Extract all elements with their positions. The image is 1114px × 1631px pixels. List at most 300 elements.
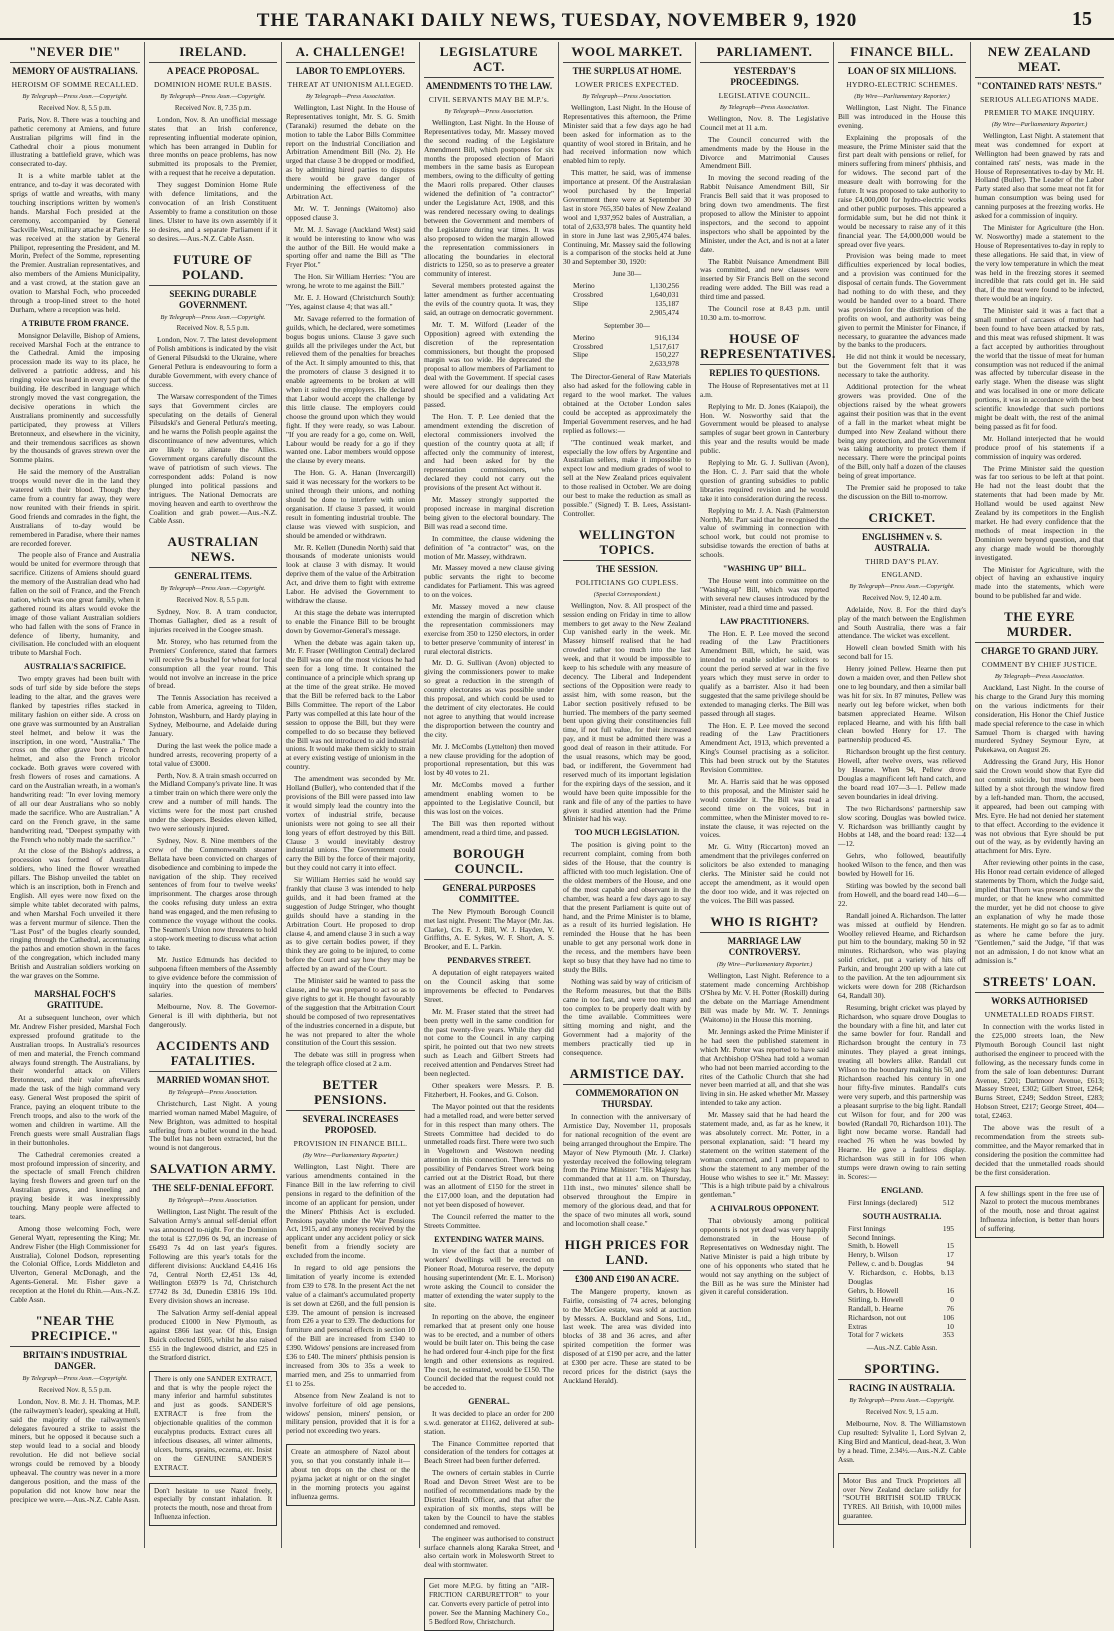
article-paragraph: Mr. Massey strongly supported the proposed increase in marginal discretion being given to the electoral boundary. The Bill was read a second time.	[424, 495, 554, 531]
article-paragraph: The Minister said it was a fact that a small number of carcases of mutton had been found to have been attacked by rats, and this meat was refused shipment. It was a fact accepted by authorities throughout the world that the tissue of meat for human consumption was not reduced if the animal was affected by tubercular disease in the early stage. When the disease was slight and was localised in one or more delicate portions, it was in accordance with the best scientific knowledge that such portions might be dealt with, the rest of the animal being passed as fit for food.	[975, 306, 1104, 431]
article-paragraph: London, Nov. 7. The latest development of Polish ambitions is indicated by the visit of General Pilsudski to the Ukraine, where General Petlura is endeavouring to form a durable Government, with every chance of success.	[149, 335, 277, 389]
article	[286, 1077, 415, 1436]
article-paragraph: At the close of the Bishop's address, a procession was formed of Australian soldiers, who lined the flower wreathed pillars. The Bishop unveiled the tablet on which is an inscription, both in French and English. All eyes were now fixed on the simple white tablet decorated with palms, and when Marshal Foch unveiled it there was a fervent murmur of silence. Then the "Last Post" of the bugles clearly sounded, ringing through the Cathedral, accentuating the pathos and emotion shown in the faces of the congregation, which included many British and Australian soldiers working on the war graves on the Somme.	[10, 846, 140, 981]
article-paragraph: The Council rose at 8.43 p.m. until 10.30 a.m. to-morrow.	[700, 304, 829, 322]
table-cell: 2,633,978	[649, 359, 679, 369]
table-cell: First Innings (declared)	[848, 1197, 918, 1207]
article-paragraph: The position is giving point to the recurrent complaint, coming from both sides of the House, that the country is afflicted with too much legislation. One of the oldest members of the House, and one of the most capable and observant in the chamber, was heard a few days ago to say that the present Parliament is quite out of hand, and the Prime Minister is to blame, as a result of its hurried legislation. He reminded the House that he has been unable to get any personal work done in the recess, and the members have been kept so busy that they have had no time to study the Bills.	[563, 840, 691, 974]
table-row	[848, 1269, 966, 1287]
article-paragraph: Among those welcoming Foch, were General Wyatt, representing the King; Mr. Andrew Fisher (the High Commissioner for Australia), Colonel Dodson, representing the Colonial Office, Lords Middleton and Ulverton, General McDonagh, and the Agents-General. Mr. Fisher gave a reception at the Hotel du Rhin.—Aus.-N.Z. Cable Assn.	[10, 1223, 140, 1305]
table-cell: 94	[946, 1259, 954, 1269]
table-cell: 15	[946, 1241, 954, 1251]
section-heading: "WASHING UP" BILL.	[722, 564, 807, 574]
article-paragraph: He said the memory of the Australian troops would never die in the land they watered with their blood. Though they came from a country far away, they were now reunited with their friends in spirit. Good friends and comrades in the fight, the Australians of to-day would be remembered in Paradise, where their names are recorded forever.	[10, 467, 140, 548]
article-headline: WELLINGTON TOPICS.	[563, 527, 691, 561]
article-paragraph: London, Nov. 8. Mr. J. H. Thomas, M.P. (the railwaymen's leader), speaking at Hull, said the majority of the railwaymen's delegates favoured a strike to assist the miners, but he opposed it because such a step would lead to a social and bloody revolution. He did not believe social wrongs could be removed by a bloody upheaval. The country was never in a more dangerous position, and the mass of the population did not know how near the precipice we were.—Aus.-N.Z. Cable Assn.	[10, 1396, 140, 1504]
article-paragraph: "The continued weak market, and especially the low offers by Argentine and Australian sellers, make it impossible to expect low and medium grades of wool to sell at the New Zealand prices equivalent to those realised in October. We are doing our best to make the reduction as small as possible." (Signed) T. B. Lees, Assistant-Controller.	[563, 437, 691, 518]
article-headline: SALVATION ARMY.	[149, 1161, 277, 1180]
article-paragraph: The Hon. E. P. Lee moved the second reading of the Law Practitioners Amendment Bill, which, he said, was intended to enable soldier solicitors to count the period served at war in the five years which they must serve in order to qualify as a barrister. Also it had been suggested that the same privilege should be extended to managing clerks. The Bill was passed through all stages.	[700, 628, 829, 718]
article-paragraph: The House of Representatives met at 11 a.m.	[700, 380, 829, 399]
article-paragraph: The debate was still in progress when the telegraph office closed at 2 a.m.	[286, 1050, 415, 1069]
article-headline: IRELAND.	[149, 44, 277, 63]
article-headline: NEW ZEALAND MEAT.	[975, 44, 1104, 78]
article-dateline: Received Nov. 8, 5.5 p.m.	[176, 324, 250, 333]
article-paragraph: The people also of France and Australia would be united for evermore through that sacrifice. Citizens of Amiens should guard the memory of the Australian dead who had fallen on the soil of France, and the French nation, which was one great family, when it gathered round its altars would evoke the image of those valiant Australian soldiers who had fallen with the sons of France in defence of liberty, humanity, and civilisation. He concluded with an eloquent tribute to Marshal Foch.	[10, 550, 140, 658]
article-paragraph: Wellington, Last Night. A statement that meat was condemned for export at Wellington had been gnawed by rats and contained rats' nests, was made in the House of Representatives to-day by Mr. H. Holland (Buller). The Leader of the Labor Party stated also that some meat not fit for human consumption was being used for canning purposes at the freezing works. He asked for a commission of inquiry.	[975, 130, 1104, 221]
article-paragraph: The Tennis Association has received a cable from America, agreeing to Tilden, Johnston, Washburn, and Hardy playing in Sydney, Melbourne, and Adelaide during January.	[149, 693, 277, 738]
article-headline: STREETS' LOAN.	[975, 974, 1104, 993]
article-paragraph: Wellington, Last Night. There are various amendments contained in the Finance Bill in the law referring to civil pensions in regard to the definition of the income of an applicant for pension, under the Miners' Phthisis Act is excluded. Pensions payable under the War Pensions Act, 1915, and any moneys received by the applicant under any accident policy or sick benefit from a friendly society are excluded from the income.	[286, 1162, 415, 1261]
article-paragraph: The Mayor pointed out that the residents had a metalled road, and were better served for in this respect than many others. The Streets Committee had decided to do unmetalled roads first. There were two such in Vogeltown and Westown needing attention in this connection. There was no possibility of Pendarves Street work being carried out at the District Road, but there was an allotment of £150 for the street in the £17,000 loan, and the deputation had not yet been disposed of however.	[424, 1101, 554, 1209]
table-cell: Randall, b. Hearne	[848, 1303, 904, 1313]
advertisement: Don't hesitate to use Nazol freely, especially by constant inhalation. It protects the mouth, nose and throat from Influenza infection.	[149, 1483, 277, 1527]
table-cell: Crossbred	[573, 290, 603, 300]
article-dateline: Received Nov. 8, 5.5 p.m.	[38, 1385, 112, 1394]
article	[149, 252, 277, 527]
article-paragraph: Mr. T. M. Wilford (Leader of the Opposition) agreed with extending the discretion of the representation commissioners, but thought the proposed margin was too wide. He deprecated the proposal to allow members of Parliament to deal with the Government. If special cases were allowed for our dealings then they should be specified and a validating Act passed.	[424, 319, 554, 409]
article-headline: WOOL MARKET.	[563, 44, 691, 63]
article-paragraph: Provision was being made to meet difficulties experienced by local bodies, and a provision was continued for the disposal of certain funds. The Government had nothing to do with these, and they would be handed over to a board. There was provision for the distribution of the profits on wool, and authority was being given to permit the Minister for Finance, if necessary, to guarantee the advances made by the banks to the producers.	[838, 251, 966, 350]
article-paragraph: Wellington, Nov. 8. The Legislative Council met at 11 a.m.	[700, 113, 829, 132]
article-subheading: SERIOUS ALLEGATIONS MADE.	[980, 95, 1099, 104]
article-subheading: HEROISM OF SOMME RECALLED.	[11, 80, 139, 89]
article-subheading: LABOR TO EMPLOYERS.	[296, 66, 405, 76]
article-subheading: £300 AND £190 AN ACRE.	[575, 1273, 679, 1284]
advertisement: A few shillings spent in the free use of Nazol to protect the mucous membranes of the mouth, nose and throat against Influenza infection, is better than hours of suffering.	[975, 1186, 1104, 1239]
article-paragraph: It was decided to place an order for 200 s.w.d. generator at £1162, delivered at sub-station.	[424, 1408, 554, 1436]
article-headline: PARLIAMENT.	[700, 44, 829, 63]
article-paragraph: In connection with the works listed in the £25,000 streets loan, the New Plymouth Borough Council last night authorised the engineer to proceed with the following, as the necessary funds come in from the sale of loan debentures: Durrant Avenue, £201; Dartmoor Avenue, £613; Massey Street, £302; Gilbert Street, £264; Burns Street, £249; Seddon Street, £283; Hobson Street, £217; George Street, 404—total, £2463.	[975, 1022, 1104, 1121]
advertisement: Create an atmosphere of Nazol about you, so that you constantly inhale it—about ten drops on the chest or the pyjama jacket at night or on the singlet in the morning protects you against influenza germs.	[286, 1444, 415, 1505]
article-headline: LEGISLATURE ACT.	[424, 44, 554, 78]
article-subheading: WORKS AUTHORISED	[991, 996, 1088, 1007]
table-label: June 30—	[612, 270, 642, 279]
article-paragraph: The two Richardsons' partnership saw slow scoring. Douglas was bowled twice. V. Richardson was brilliantly caught by Hobbs at 148, and the board read: 132—4—12.	[838, 803, 966, 849]
article-paragraph: Mr. D. G. Sullivan (Avon) objected to giving the commissioners power to make so great a reduction in the strength of country electorates as was possible under this proposal, and which could be used to the detriment of city electorates. He could not agree to anything that would increase the disproportion between the country and the city.	[424, 658, 554, 739]
table-row	[848, 1331, 966, 1340]
article-paragraph: Randall joined A. Richardson. The latter was missed at outfield by Hendren. Woolley relieved Hearne, and Richardson put him to the boundary, making 50 in 92 minutes. Richardson, who was playing solid cricket, put a variety of hits off Parkin, and brought 200 up with a late cut to the pavilion. At the ten adjournment six wickets were down for 208 (Richardson 64, Randall 30).	[838, 910, 966, 1000]
article-paragraph: Replying to Mr. J. A. Nash (Palmerston North), Mr. Parr said that he recognised the value of swimming in connection with school work, but could not promise to subsidise towards the erection of baths at schools.	[700, 505, 829, 560]
article-paragraph: The Director-General of Raw Materials also had asked for the following cable in regard to the wool market. The values obtained at the October London sales could be accepted as approximately the Imperial Government reserves, and he had replied as follows:—	[563, 372, 691, 435]
article	[563, 1066, 691, 1229]
batting-scorecard	[848, 1225, 966, 1341]
section-heading: TOO MUCH LEGISLATION.	[574, 828, 680, 838]
article-subheading: YESTERDAY'S PROCEEDINGS.	[730, 66, 799, 87]
table-cell: Pellew, c. and b. Douglas	[848, 1259, 923, 1269]
table-cell: 195	[942, 1223, 954, 1233]
article-paragraph: Mr. J. McCombs (Lyttelton) then moved a new clause providing for the adoption of proportional representation, but this was lost by 40 votes to 21.	[424, 741, 554, 778]
article-credit: By Telegraph—Press Association.	[582, 93, 672, 100]
article	[424, 44, 554, 838]
article-paragraph: He did not think it would be necessary, but the Government felt that it was necessary to take the authority.	[838, 352, 966, 380]
article-paragraph: The Prime Minister said the question was far too serious to be left at that point. He had not the least doubt that the statements that had been made by Mr. Holland would be used against New Zealand by its competitors in the English market. He had every confidence that the methods of meat inspection in the Dominion were beyond question, and that any charge made would be thoroughly investigated.	[975, 463, 1104, 562]
article	[700, 330, 836, 906]
article-headline: ACCIDENTS AND FATALITIES.	[149, 1038, 277, 1072]
table-label: Second Innings.	[848, 1232, 896, 1242]
article-subheading: SEEKING DURABLE GOVERNMENT.	[169, 288, 257, 310]
article-subheading: MARSHAL FOCH'S GRATITUDE.	[34, 989, 116, 1010]
article	[975, 44, 1104, 601]
column-8	[971, 42, 1108, 1548]
article-subheading: CHARGE TO GRAND JURY.	[980, 646, 1099, 657]
article-subheading: ENGLAND.	[881, 569, 923, 579]
article-subheading: LOAN OF SIX MILLIONS.	[847, 66, 957, 76]
section-heading: SOUTH AUSTRALIA.	[862, 1211, 942, 1221]
article-paragraph: Mr. M. Fraser stated that the street had been pretty well in the same condition for the past twenty-five years. While they did not come to the Council in any carping spirit, he pointed out that two new streets such as Leach and Gilbert Streets had received attention and Pendarves Street had been neglected.	[424, 1006, 554, 1079]
article-dateline: Received Nov. 9, 1.5 a.m.	[865, 1408, 939, 1417]
table-cell: V. Richardson, c. Hobbs, b. Douglas	[848, 1268, 947, 1287]
article-paragraph: Nothing was said by way of criticism of the Reform measures, but that the Bills came in too fast, and were too many and too complex to be properly dealt with by the time available. Committees were sitting morning and night, and the Government had a majority of the members practically tied up in consequence.	[563, 976, 691, 1058]
article-subheading: THE SESSION.	[596, 563, 658, 574]
table-row	[573, 360, 691, 369]
article-headline: WHO IS RIGHT?	[700, 914, 829, 933]
section-heading: EXTENDING WATER MAINS.	[434, 1234, 544, 1244]
article-paragraph: The Council concurred with the amendments made by the House in the Divorce and Matrimonial Causes Amendment Bill.	[700, 134, 829, 171]
article-paragraph: Mr. M. J. Savage (Auckland West) said it would be interesting to know who was the author of the Bill. He would make a sporting offer and name the Bill as "The Fryer Plot."	[286, 224, 415, 270]
article-subheading: DOMINION HOME RULE BASIS.	[153, 80, 273, 89]
table-cell: Extras	[848, 1321, 867, 1331]
article-credit: (By Wire—Parliamentary Reporter.)	[716, 960, 813, 968]
article	[10, 1313, 140, 1505]
article-dateline: Received Nov. 9, 12.40 a.m.	[862, 593, 942, 602]
table-cell: Merino	[573, 281, 595, 291]
article-paragraph: The engineer was authorised to construct surface channels along Karaka Street, and also certain work in Molesworth Street to deal with stormwater.	[424, 1533, 554, 1570]
article-paragraph: Other speakers were Messrs. P. B. Fitzherbert, H. Fookes, and G. Colson.	[424, 1081, 554, 1099]
article-credit: (By Wire—Parliamentary Reporter.)	[854, 93, 950, 100]
article-paragraph: Mr. Storey, who has returned from the Premiers' Conference, stated that farmers will receive 9s a bushel for wheat for local consumption all the year round. This would not involve an increase in the price of bread.	[149, 636, 277, 691]
article-subheading: THREAT AT UNIONISM ALLEGED.	[287, 80, 414, 89]
article-paragraph: The Minister for Agriculture (the Hon. W. Nosworthy) made a statement to the House of Representatives to-day in reply to these allegations. He said that, in view of the very low temperature in which the meat was held in the freezing stores it seemed incredible that rats could get in. He said that, if the meat were found to be infected, there would be an inquiry.	[975, 222, 1104, 304]
article-paragraph: Mr. E. J. Howard (Christchurch South): "Yes, against clause 4; that was all."	[286, 293, 415, 311]
article	[700, 44, 829, 323]
article-paragraph: Mr. Massey said that he had heard the statement made, and, as far as he knew, it was absolutely correct. Mr. Potter, in a personal explanation, said: "I heard my statement on the written statement of the woman concerned, and I am prepared to show the statement to any member of the House who wishes to see it." Mr. Massey: "This is a high tribute paid by a chivalrous gentleman."	[700, 1110, 829, 1200]
wool-stock-table	[573, 334, 691, 370]
article-paragraph: Mr. A. Harris said that he was opposed to this proposal, and the Minister said he would consider it. The Bill was read a second time on the voices, but in committee, when the Minister moved to re-instate the clause, it was rejected on the voices.	[700, 777, 829, 840]
article-paragraph: The Mangere property, known as Fairlie, consisting of 74 acres, belonging to the McGee estate, was sold at auction by Messrs. A. Buckland and Sons, Ltd., last week. The area was divided into blocks of 38 and 36 acres, and after spirited competition the former was disposed of at £190 per acre, and the latter at £300 per acre. These are stated to be record prices for the district (says the Auckland Herald).	[563, 1286, 691, 1385]
article-paragraph: A deputation of eight ratepayers waited on the Council asking that some improvements be effected to Pendarves Street.	[424, 968, 554, 1004]
article-paragraph: In reporting on the above, the engineer remarked that at present only one house was to be erected, and a number of others would be built later on. This being the case he had ordered four 4-inch pipe for the first length and other extensions as required. The cost, he estimated, would be £150. The Council decided that the request could not be acceded to.	[424, 1311, 554, 1392]
article-headline: THE EYRE MURDER.	[975, 609, 1104, 643]
article	[563, 527, 691, 1058]
article-paragraph: After reviewing other points in the case, His Honor read certain evidence of alleged statements by Thorn, which the Judge said, implied that Thorn was present and saw the murder, or that he knew who committed the murder, yet he did not choose to give an explanation of why he made those statements. He might go so far as to admit as where he came before the jury. "Gentlemen," said the Judge, "if that was not an admission, I do not know what an admission is."	[975, 858, 1104, 966]
article-credit: By Telegraph—Press Association.	[305, 93, 396, 100]
article-paragraph: Additional protection for the wheat growers was provided. One of the objections raised by the wheat growers against their position was that in the event of a fall in the market wheat might be dumped into New Zealand without there being any protection, and the Government was taking authority to protect them if necessary. There were the principal points of the Bill, only half a dozen of the clauses being of great importance.	[838, 382, 966, 481]
article-paragraph: Howell clean bowled Smith with his second ball for 15.	[838, 643, 966, 662]
article-paragraph: The Cathedral ceremonies created a most profound impression of sincerity, and the spectacle of small French children laying fresh flowers and green turf on the Australian graves, and kneeling and praying beside it was inexpressibly touching. Many people were affected to tears.	[10, 1149, 140, 1221]
table-cell: 106	[942, 1312, 954, 1322]
table-cell: Crossbred	[573, 341, 603, 351]
article-paragraph: In committee, the clause widening the definition of "a contractor" was, on the motion of Mr. Massey, withdrawn.	[424, 533, 554, 561]
article-paragraph: London, Nov. 8. An unofficial message states that an Irish conference, representing influential moderate opinion, which has been arranged in Dublin for three months on peace problems, has now submitted its proposals to the Premier, with a request that he receive a deputation.	[149, 114, 277, 178]
article-credit: —Aus.-N.Z. Cable Assn.	[866, 1344, 938, 1353]
article-headline: HOUSE OF REPRESENTATIVES.	[700, 331, 829, 365]
column-5	[559, 42, 696, 1548]
article-paragraph: The Finance Committee reported that consideration of the tenders for cottages at Beach Street had been further deferred.	[424, 1438, 554, 1466]
article-paragraph: Several members protested against the latter amendment as further accentuating the evils of the country quota. It was, they said, an outrage on democratic government.	[424, 281, 554, 317]
article-paragraph: Adelaide, Nov. 8. For the third day's play of the match between the Englishmen and South Australia, there was a fair attendance. The wicket was excellent.	[838, 604, 966, 641]
article-paragraph: Absence from New Zealand is not to involve forfeiture of old age pensions, widows' pension, miners' pension, or military pension, provided that it is for a period not exceeding two years.	[286, 1390, 415, 1436]
article	[700, 914, 829, 1298]
advertisement: Motor Bus and Truck Proprietors all over New Zealand declare solidly for "SOUTH BRITISH SOLID TRUCK TYRES. All British, with 10,000 miles guarantee.	[838, 1473, 966, 1526]
article-subheading: "CONTAINED RATS' NESTS."	[976, 81, 1103, 91]
article-credit: By Telegraph—Press Association.	[994, 673, 1085, 681]
article-paragraph: The Hon. E. P. Lee moved the second reading of the Law Practitioners Amendment Act, 1913, which prevented a King's Counsel practising as a solicitor. This had been struck out by the Statutes Revision Committee.	[700, 720, 829, 775]
article-headline: BETTER PENSIONS.	[286, 1077, 415, 1111]
article-subheading: RACING IN AUSTRALIA.	[849, 1383, 955, 1394]
article-paragraph: The Premier said he proposed to take the discussion on the Bill to-morrow.	[838, 483, 966, 501]
article-paragraph: Mr. Massey moved a new clause extending the margin of discretion which the representation commissioners may exercise from 350 to 1250 electors, in order to better preserve 'community of interest' in rural electoral districts.	[424, 602, 554, 656]
article-subheading: POLITICIANS GO CUPLESS.	[575, 577, 679, 587]
table-cell: First Innings	[848, 1223, 886, 1233]
section-heading: A TRIBUTE FROM FRANCE.	[21, 318, 129, 328]
article-headline: FINANCE BILL.	[838, 44, 966, 63]
article-subheading: AMENDMENTS TO THE LAW.	[425, 81, 553, 91]
table-cell: Richardson, not out	[848, 1312, 907, 1322]
article-paragraph: Wellington, Nov. 8. All prospect of the session ending on Friday in time to allow members to get away to the New Zealand Cup vanished early in the week. Mr. Massey himself realised that he had crowded rather too much into the last week, and that it would be impossible to keep to his schedule with any measure of decency. The Liberal and Independent sections of the Opposition were ready to assist him, with some reason, but the Labor section positively refused to be hurried. The members of the party seemed bent upon giving their constituencies full time, if not full value, for their increased pay, and it must be admitted there was a good deal of reason in their attitude. For the usual reasons, which may be good, bad, or indifferent, the Government had reserved much of its important legislation for the expiring days of the session, and it would have been quite impossible for the rank and file of any of the parties to have given it studied attention had the Prime Minister had his way.	[563, 600, 691, 824]
article-paragraph: Monsignor Delaville, Bishop of Amiens, received Marshal Foch at the entrance to the Cathedral. Amid the imposing procession made its way to its place, he delivered a patriotic address, and his ringing voice was heard in every part of the building. He described in language which strongly moved the vast congregation, the decisive operations in which the Australians prominently and successfully participated, they prowess at Villers Bretonneux, and elsewhere in the vicinity, and their tremendous sacrifices as shown by the thousands of graves strewn over the Somme plains.	[10, 330, 140, 465]
article-paragraph: Wellington, Last Night. Reference to a statement made concerning Archbishop O'Shea by Mr. V. H. Potter (Roskill) during the debate on the Marriage Amendment Bill was made by Mr. W. T. Jennings (Waitomo) in the House this morning.	[700, 970, 829, 1025]
section-heading: AUSTRALIA'S SACRIFICE.	[24, 662, 126, 672]
article-paragraph: The owners of certain stables in Currie Road and Devon Street West are to be notified of recommendations made by the District Health Officer, and that after the expiration of six months, steps will be taken by the Council to have the stables condemned and removed.	[424, 1468, 554, 1531]
article-paragraph: Gehrs, who followed, beautifully hooked Wilson to the fence, and then was bowled by Howell for 16.	[838, 851, 966, 879]
article-paragraph: At this stage the debate was interrupted to enable the Finance Bill to be brought down by Governor-General's message.	[286, 607, 415, 635]
article-paragraph: Perth, Nov. 8. A train smash occurred on the Midland Company's private line. It was a timber train on which there were only the crew and a number of mill hands. The victims were for the most part crushed under the sleepers. Besides eleven killed, two were seriously injured.	[149, 770, 277, 833]
article-paragraph: Mr. Justice Edmunds has decided to subpoena fifteen members of the Assembly to give evidence before the commission of inquiry into the question of members' salaries.	[149, 954, 277, 1000]
table-cell: Merino	[573, 332, 595, 342]
article-subheading: LEGISLATIVE COUNCIL.	[718, 91, 811, 100]
article-paragraph: Mr. G. Witty (Riccarton) moved an amendment that the privileges conferred on solicitors be also extended to managing clerks. The Minister said he could not accept the amendment, as it would open the door too wide, and it was rejected on the voices. The Bill was passed.	[700, 842, 829, 905]
table-row	[848, 1199, 966, 1208]
article-paragraph: Mr. Holland interjected that he would produce proof of his statements if a commission of inquiry was ordered.	[975, 433, 1104, 461]
section-heading: A CHIVALROUS OPPONENT.	[710, 1204, 819, 1214]
article-paragraph: The Rabbit Nuisance Amendment Bill was committed, and new clauses were inserted by Sir Francis Bell on the second reading were added. The Bill was read a third time and passed.	[700, 256, 829, 302]
article-paragraph: During the last week the police made a hundred arrests, recovering property of a total value of £3000.	[149, 740, 277, 768]
article-paragraph: Sydney, Nov. 8. Nine members of the crew of the Commonwealth steamer Bellata have been convicted on charges of disobedience and combining to impede the navigation of the ship. They received sentences of from four to twelve weeks' imprisonment. The charges arose through the cooks refusing duty unless an extra hand was engaged, and the men refusing to commence the voyage without the cooks. The Seamen's Union now threatens to hold a stop-work meeting to discuss what action to take.	[149, 835, 277, 952]
column-6	[696, 42, 834, 1548]
article-subheading: SEVERAL INCREASES PROPOSED.	[302, 1114, 399, 1136]
article-paragraph: This matter, he said, was of immense importance at present. Of the Australasian wool purchased by the Imperial Government there were at September 30 last in store 765,350 bales of New Zealand wool and 1,937,952 bales of Australian, a total of 2,633,978 bales. The quantity held in store in June last was 2,905,474 bales. Continuing, Mr. Massey said the following is a comparison of the stocks held at June 30 and September 30, 1920:	[563, 168, 691, 267]
table-cell: Gehrs, b. Howell	[848, 1285, 899, 1295]
newspaper-title: THE TARANAKI DAILY NEWS, TUESDAY, NOVEMBER 9, 1920	[256, 10, 858, 31]
article-paragraph: When the debate was again taken up, Mr. F. Fraser (Wellington Central) declared the Bill was one of the most vicious he had seen for a long time. It contained the continuance of a principle which sprang up at the time of the great strike. He moved that the Bill be referred back to the Labor Bills Committee. The report of the Labor Party was compelled at this late hour of the session to oppose the Bill, but they were compelled to do so because they believed the Bill was not introduced to aid industrial unions. It would make them sickly to strain at every existing vestige of unionism in the country.	[286, 637, 415, 772]
article-credit: By Telegraph—Press Assn.—Copyright.	[849, 582, 955, 590]
article-paragraph: The Hon. T. P. Lee denied that the amendment extending the discretion of electoral commissioners involved the question of the country quota at all; if affected only the community of interest, and had been asked for by the representation commissioners, who declared they could not carry out the provisions of the present Act without it.	[424, 411, 554, 493]
table-cell: Smith, b. Howell	[848, 1241, 899, 1251]
article-subheading: THE SURPLUS AT HOME.	[572, 66, 682, 76]
article-dateline: Received Nov. 8, 5.5 p.m.	[38, 103, 112, 112]
article-credit: By Telegraph—Press Assn.—Copyright.	[160, 313, 266, 321]
article-subheading: GENERAL PURPOSES COMMITTEE.	[442, 882, 536, 904]
article-paragraph: Mr. R. Kellett (Dunedin North) said that thousands of moderate unionists would look at clause 3 with dismay. It would deprive them of the value of the Arbitration Act, and drive them to fight with extreme Labor. He advised the Government to withdraw the clause.	[286, 542, 415, 605]
article	[838, 510, 966, 1353]
article-dateline: Received Nov. 8, 5.5 p.m.	[176, 596, 250, 605]
article-paragraph: They suggest Dominion Home Rule with defence limitations, and the convocation of an Irish Constituent Assembly to frame a constitution on those lines. Ulster to have its own assembly if it so desires, and a separate Parliament if it so desires.—Aus.-N.Z. Cable Assn.	[149, 180, 277, 243]
table-cell: Total for 7 wickets	[848, 1330, 904, 1340]
table-cell: Stirling, b. Howell	[848, 1294, 904, 1304]
article-paragraph: The New Plymouth Borough Council met last night. Present: The Mayor (Mr. Jas. Clarke), Crs. F. J. Bill, W. J. Hayden, V. Griffiths, A. E. Sykes, W. F. Short, A. S. Brooker, and E. L. Parkin.	[424, 906, 555, 952]
article-paragraph: The amendment was seconded by Mr. Holland (Buller), who contended that if the provisions of the Bill were passed into law it would simply lead the country into the vortex of industrial strife, because unionists were not going to see all their long years of effort destroyed by this Bill. Clause 3 would inevitably destroy industrial unions. The Government could carry the Bill by the force of their majority, but they could not carry it into effect.	[286, 774, 415, 873]
article-paragraph: The Council referred the matter to the Streets Committee.	[424, 1211, 554, 1230]
article	[10, 44, 140, 981]
article	[838, 1361, 966, 1464]
article-paragraph: In regard to old age pensions the limitation of yearly income is extended from £39 to £78. In the present Act the net value of a claimant's accumulated property is set down at £260, and the full pension is £39. The amount of pension is increased from £26 a year to £39. The deductions for furniture and personal effects in section 10 of the Bill are increased from £340 to £390. Widows' pensions are increased from £36 to £40. The miners' phthisis pension is increased from 30s to 35s a week to married men, and 25s to unmarried from £1 to 25s.	[286, 1263, 415, 1388]
table-cell: 16	[946, 1285, 954, 1295]
table-cell: 1,517,617	[649, 341, 679, 351]
article-paragraph: Paris, Nov. 8. There was a touching and pathetic ceremony at Amiens, and future Australian pilgrims will find in the Cathedral choir a pious monument illustrating a battlefield grave, which was consecrated to-day.	[10, 114, 140, 169]
article-paragraph: In view of the fact that a number of workers' dwellings will be erected on Pioneer Road, Moturoa reserve, the deputy housing superintendent (Mr. E. L. Morison) wrote asking the Council to consider the matter of extending the water supply to the site.	[424, 1246, 554, 1309]
article	[424, 846, 554, 1571]
table-cell: Slipe	[573, 350, 589, 360]
article-credit: By Telegraph—Press Assn.—Copyright.	[849, 1397, 955, 1405]
article-headline: AUSTRALIAN NEWS.	[149, 534, 277, 568]
column-3	[282, 42, 420, 1548]
column-1	[6, 42, 145, 1548]
article	[149, 1161, 277, 1362]
article	[975, 974, 1104, 1177]
column-4	[420, 42, 559, 1626]
column-7	[834, 42, 971, 1548]
article-paragraph: Melbourne, Nov. 8. The Governor-General is ill with diphtheria, but not dangerously.	[149, 1002, 277, 1030]
article-credit: By Telegraph—Press Association.	[168, 1088, 258, 1096]
article	[838, 44, 966, 502]
article-headline: "NEVER DIE"	[10, 44, 140, 63]
masthead	[0, 0, 1114, 40]
article-paragraph: Mr. Massey moved a new clause giving public servants the right to become candidates for Parliament. This was agreed to on the voices.	[424, 563, 554, 600]
table-cell: 2,905,474	[649, 307, 679, 317]
article-paragraph: Wellington, Last Night. In the House of Representatives today, Mr. Massey moved the second reading of the Legislature Amendment Bill, which postpones for six months the proposed election of Maori members in the same basis as European members, owing to the difficulty of getting the Maori rolls prepared. Other clauses widened the definition of "a contractor" under the Legislature Act, 1908, and this was rendered necessary owing to dealings between the Government and members of the Legislature during war times. It was also proposed to widen the margin allowed the representation commissioners in allocating the boundaries in electoral districts to 1250, so as to preserve a greater community of interest.	[424, 117, 554, 279]
article-subheading: HYDRO-ELECTRIC SCHEMES.	[846, 80, 958, 89]
article-subheading: COMMENT BY CHIEF JUSTICE.	[981, 660, 1098, 670]
article-paragraph: The Warsaw correspondent of the Times says that Government circles are speculating on the details of General Pilsudski's and General Petlura's meeting, and he warns the Polish people against the discontinuance of new adventures, which are likely to alienate the Allies. Government organs carefully discount the wave of patriotism of such views. The correspondent adds: Poland is now plunged into political passions and intrigues. The National Democrats are moving heaven and earth to overthrow the Coalition and grab power.—Aus.-N.Z. Cable Assn.	[149, 391, 277, 526]
article-paragraph: The Hon. G. A. Hanan (Invercargill) said it was necessary for the workers to be united through their unions, and nothing should be done to interfere with union organisation. If clause 3 passed, it would result in fomenting industrial trouble. The clause was viewed with suspicion, and should be amended or withdrawn.	[286, 468, 415, 540]
article-headline: "NEAR THE PRECIPICE."	[10, 1313, 140, 1347]
article-subheading: MARRIED WOMAN SHOT.	[156, 1074, 270, 1085]
article	[563, 1237, 691, 1386]
article-subheading: BRITAIN'S INDUSTRIAL DANGER.	[22, 1350, 128, 1371]
article-paragraph: The above was the result of a recommendation from the streets sub-committee, and the Mayor remarked that in considering the position the committee had decided that the unmetalled roads should be the first consideration.	[975, 1123, 1104, 1177]
article-paragraph: Mr. McCombs moved a further amendment enabling women to be appointed to the Legislative Council, but this was lost on the voices.	[424, 780, 554, 816]
article-paragraph: The House went into committee on the "Washing-up" Bill, which was reported with several new clauses introduced by the Minister, read a third time and passed.	[700, 575, 829, 612]
section-heading: PENDARVES STREET.	[447, 956, 531, 966]
article-credit: By Telegraph—Press Assn.—Copyright.	[160, 93, 266, 100]
article-subheading: MARRIAGE LAW CONTROVERSY.	[727, 935, 802, 957]
article	[563, 44, 691, 519]
article-credit: (By Wire—Parliamentary Reporter.)	[991, 121, 1088, 128]
article-paragraph: Wellington, Last Night. In the House of Representatives this afternoon, the Prime Minister said that a few days ago he had been asked for information as to the quantity of wool stored in Britain, and he had received information now which enabled him to reply.	[563, 102, 691, 166]
table-cell: 10	[946, 1321, 954, 1331]
score-row	[848, 1199, 966, 1208]
table-cell: Slipe	[573, 298, 589, 308]
column-2	[145, 42, 282, 1548]
article-headline: HIGH PRICES FOR LAND.	[563, 1237, 691, 1271]
article-paragraph: Wellington, Last Night. In the House of Representatives tonight, Mr. S. G. Smith (Taranaki) resumed the debate on the motion to table the Labor Bills Committee report on the Industrial Conciliation and Arbitration Amendment Bill (No. 2). He urged that clause 3 be dropped or modified, as by admitting hired parties to disputes there would be grave danger of undermining the effectiveness of the Arbitration Act.	[286, 102, 415, 201]
table-cell: 1,130,256	[649, 281, 679, 291]
article-paragraph: Mr. W. T. Jennings (Waitomo) also opposed clause 3.	[286, 203, 415, 222]
article-credit: By Telegraph—Press Assn.—Copyright.	[22, 93, 128, 100]
article-paragraph: The Salvation Army self-denial appeal produced £1000 in New Plymouth, as against £866 last year. Of this, Ensign Buick collected £605, whilst he also raised £55 in the Inglewood district, and £25 in the Stratford district.	[149, 1308, 277, 1362]
wool-stock-table	[573, 282, 691, 318]
article-paragraph: Richardson brought up the first century. Howell, after twelve overs, was relieved by Hearne. When 94, Pellew drove Douglas a magnificent left hand catch, and the board read 107—3—1. Pellew made seven boundaries in ideal driving.	[838, 747, 966, 801]
article-subheading: PREMIER TO MAKE INQUIRY.	[984, 108, 1095, 117]
article-subheading: PROVISION IN FINANCE BILL.	[293, 1139, 408, 1149]
article-subheading: THIRD DAY'S PLAY.	[865, 556, 939, 566]
article-credit: By Telegraph—Press Assn.—Copyright.	[160, 585, 266, 593]
table-cell: 135,187	[654, 298, 679, 308]
article-credit: (By Wire—Parliamentary Reporter.)	[302, 1152, 399, 1160]
article	[10, 989, 140, 1305]
article-paragraph: It is a white marble tablet at the entrance, and to-day it was decorated with sprigs of wattle and wreaths, with many touching inscriptions written by women's hands. Marshal Foch presided at the ceremony, accompanied by General Sackville West, military attache at Paris. He was received at the station by General Philipot, representing the President, and M. Morin, Prefect of the Somme, representing the Premier. Australian representatives, and also members of the Amiens Municipality, and a vast crowd, at the station gave an ovation to Marshal Foch, who proceeded through a troop-lined street to the hotel Durham, where a reception was held.	[10, 171, 140, 314]
table-label: September 30—	[604, 321, 650, 330]
table-row	[573, 309, 691, 318]
article-paragraph: Sydney, Nov. 8. A tram conductor, Thomas Gallagher, died as a result of injuries received in the Coogee smash.	[149, 607, 277, 634]
article-paragraph: Mr. Jennings asked the Prime Minister if he had seen the published statement in which Mr. Potter was reported to have said that Archbishop O'Shea had told a woman who had not been married according to the rites of the Catholic Church that she had never been married at all, and that she was living in sin. He asked whether Mr. Massey intended to take any action.	[700, 1027, 829, 1108]
article-headline: CRICKET.	[838, 510, 966, 529]
article-subheading: ENGLISHMEN v. S. AUSTRALIA.	[861, 531, 943, 553]
article-paragraph: The Hon. Sir William Herries: "You are wrong, he wrote to me against the Bill."	[286, 272, 415, 291]
article-paragraph: Addressing the Grand Jury, His Honor said the Crown would show that Eyre did not commit suicide, but must have been killed by a shot through the window fired by a left-handed man. Thorn, the accused, it appeared, had been out camping with Mrs. Eyre. He had not denied her statement to that effect. According to the evidence it was not obvious that Eyre should be put out of the way, as by evidently having an attachment for Mrs. Eyre.	[975, 757, 1104, 856]
table-cell: 150,227	[654, 350, 679, 360]
article-paragraph: Sir William Herries said he would say frankly that clause 3 was intended to help guilds, and it had been framed at the suggestion of Judge Stringer, who thought guilds should have a standing in the Arbitration Court. He proposed to drop clause 4, and amend clause 3 in such a way as to give certain bodies power, if they think they are going to be injured, to come before the Court and say how they may be affected by an award of the Court.	[286, 875, 415, 974]
article-paragraph: Replying to Mr. D. Jones (Kaiapoi), the Hon. W. Nosworthy said that the Government would be pleased to analyse samples of sugar beet grown in Canterbury this year and the results would be made public.	[700, 401, 829, 456]
article-paragraph: In moving the second reading of the Rabbit Nuisance Amendment Bill, Sir Francis Bell said that it was proposed to bring down two amendments. The first proposed to allow the Minister to appoint inspectors, and the second to appoint inspectors who shall be appointed by the Minister, under the Act, and is not at a later date.	[700, 173, 829, 254]
table-cell: 0	[950, 1294, 954, 1304]
article-paragraph: The Minister said he wanted to pass the clause, and he was prepared to act so as to give rights to get it. He thought favourably of the suggestion that the Arbitration Court should be composed of two representatives of the industries concerned in a dispute, but he was not prepared to alter the whole constitution of the Court this session.	[286, 976, 415, 1048]
article-dateline: Received Nov. 8, 7.35 p.m.	[174, 103, 252, 112]
article-paragraph: The Bill was then reported without amendment, read a third time, and passed.	[424, 818, 554, 837]
table-cell: 76	[946, 1303, 954, 1313]
table-cell: 1,640,031	[649, 290, 679, 300]
article	[975, 609, 1104, 966]
article-credit: By Telegraph—Press Assn.—Copyright.	[22, 1375, 128, 1382]
article-subheading: CIVIL SERVANTS MAY BE M.P.'s.	[428, 95, 550, 104]
article-headline: FUTURE OF POLAND.	[149, 252, 277, 286]
article-headline: SPORTING.	[838, 1361, 966, 1380]
article-subheading: THE SELF-DENIAL EFFORT.	[152, 1183, 274, 1194]
article-paragraph: Wellington, Last Night. The result of the Salvation Army's annual self-denial effort was announced to-night. For the Dominion the total is £27,096 0s 9d, an increase of £6493 7s 4d on last year's figures. Following are this year's totals for the different divisions: Auckland £4,416 16s 7d, Central North £2,451 13s 4d, Wellington £6979 1s 7d, Christchurch £7742 8s 3d, Dunedin £3816 19s 10d. Every division shows an increase.	[149, 1207, 277, 1306]
article-credit: By Telegraph—Press Association.	[719, 104, 810, 111]
article-credit: (Special Correspondent.)	[593, 590, 661, 598]
article-headline: A. CHALLENGE!	[286, 44, 415, 63]
article-paragraph: Replying to Mr. G. J. Sullivan (Avon), the Hon. C. J. Parr said that the whole question of granting subsidies to public libraries required revision and he would take it into consideration during the recess.	[700, 458, 829, 503]
section-heading: LAW PRACTITIONERS.	[720, 616, 809, 626]
article-paragraph: Auckland, Last Night. In the course of his charge to the Grand Jury this morning on the various indictments for their consideration, His Honor the Chief Justice made special reference to the case in which Samuel Thorn is charged with having murdered Sydney Seymour Eyre, at Pukekawa, on August 26.	[975, 683, 1104, 755]
article-paragraph: Wellington, Last Night. The Finance Bill was introduced in the House this evening.	[838, 102, 966, 130]
page-number: 15	[1072, 8, 1092, 30]
table-cell: 916,134	[654, 332, 679, 342]
article-paragraph: The Minister for Agriculture, with the object of having an exhaustive inquiry made into the statements, which were bound to be published far and wide.	[975, 564, 1104, 601]
article-credit: By Telegraph—Press Association.	[444, 108, 534, 115]
table-cell: 13	[946, 1268, 954, 1278]
article-headline: ARMISTICE DAY.	[563, 1066, 691, 1085]
article-paragraph: In connection with the anniversary of Armistice Day, November 11, proposals for national recognition of the event are being arranged throughout the Empire. The Mayor of New Plymouth (Mr. J. Clarke) yesterday received the following telegram from the Prime Minister: "His Majesty has commanded that at 11 a.m. on Thursday, 11th inst., two minutes' silence shall be observed throughout the Empire in memory of the glorious dead, and that for the space of two minutes all work, sound and locomotion shall cease."	[563, 1112, 691, 1228]
article	[149, 44, 277, 244]
advertisement: Get more M.P.G. by fitting an "AIR-FRICTION CARBURETTOR" to your car. Converts every particle of petrol into power. See the Manning Machinery Co., 5 Bedford Row, Christchurch.	[424, 1578, 554, 1631]
article	[286, 44, 415, 1069]
article-headline: BOROUGH COUNCIL.	[424, 846, 554, 880]
article	[149, 534, 277, 1030]
article-subheading: A PEACE PROPOSAL.	[166, 66, 260, 76]
article	[149, 1038, 277, 1153]
section-heading: ENGLAND.	[880, 1185, 923, 1195]
article-subheading: GENERAL ITEMS.	[174, 571, 252, 582]
table-cell: Henry, b. Wilson	[848, 1250, 898, 1260]
article-credit: By Telegraph—Press Association.	[168, 1197, 258, 1205]
page-columns	[6, 42, 1108, 1626]
table-cell: 353	[942, 1330, 954, 1340]
article-subheading: COMMEMORATION ON THURSDAY.	[575, 1088, 679, 1109]
article-paragraph: Explaining the proposals of the measure, the Prime Minister said that the first part dealt with pensions or relief, for miners suffering from miners' phthisis, and for widows. The second part of the measure dealt with borrowing for the future. It was proposed to take authority to raise £4,000,000 for hydro-electric works and other public purposes. This appeared a formidable sum, but he did not think it would be necessary to raise any of it this financial year. The £4,000,000 would be spread over five years.	[838, 132, 966, 249]
article-paragraph: Mr. Savage referred to the formation of guilds, which, he declared, were sometimes bogus bogus unions. Clause 3 gave such guilds all the privileges under the Act, but relieved them of the penalties for breaches of the Act. It simply amounted to this, that the promoters of clause 3 designed it to enable agreements to be broken at will when it suited the employers. He declared that Labor would accept the challenge by this little clause. The employers could choose the ground upon which they would fight. If they were ready, so was Labour. "If you are ready for a go, come on. Well, Labour would be ready for a go if they wanted one. Labor members would oppose the clause by every means.	[286, 313, 415, 466]
